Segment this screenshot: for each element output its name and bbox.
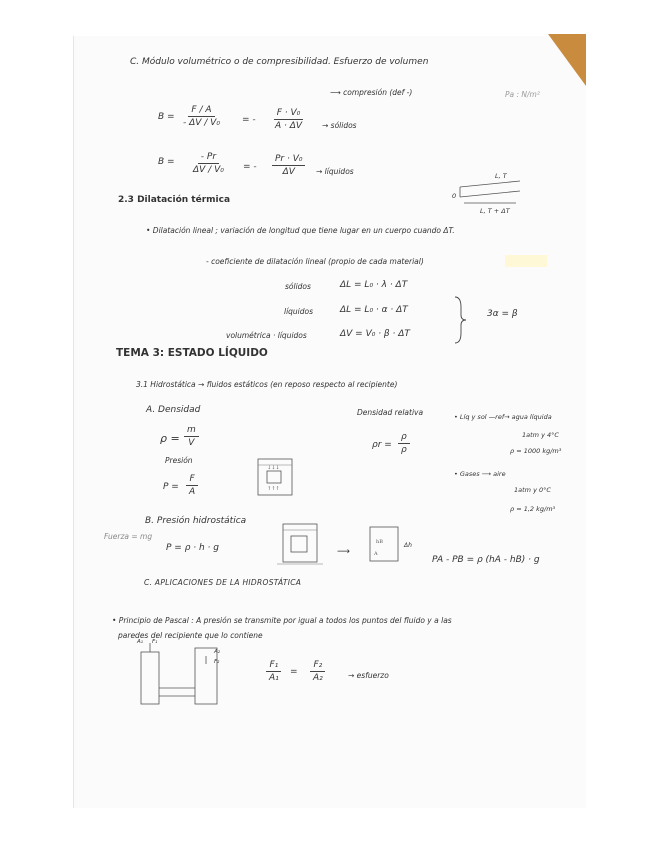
highlight-mark [505, 255, 547, 267]
compresion-note: ⟶ compresión (def -) [330, 88, 413, 97]
pascal-line-2: paredes del recipiente que lo contiene [118, 631, 263, 640]
hydraulic-press-sketch [135, 640, 225, 710]
b1-lhs: B = [158, 112, 175, 122]
pascal-line-1: • Principio de Pascal : A presión se transmite por igual a todos los puntos del fluido y a las [112, 616, 452, 625]
units-note: Pa : N/m² [505, 90, 540, 99]
liq-val: ρ = 1000 kg/m³ [510, 447, 562, 455]
delta-h-label: Δh [404, 542, 412, 549]
p-lhs: P = [163, 482, 179, 492]
row-liquidos-label: líquidos [284, 307, 314, 316]
b2-lhs: B = [158, 157, 175, 167]
liq-cond: 1atm y 4°C [522, 431, 559, 439]
gas-cond: 1atm y 0°C [514, 486, 551, 494]
b1-frac1: $\frac{F / A}{\text{- ΔV / V₀}}$ [183, 105, 220, 128]
pascal-equals: = [290, 667, 298, 677]
press-f2-label: F₂ [214, 659, 220, 665]
b2-eq: = - [243, 162, 257, 172]
b1-frac2: $\frac{\text{F · V₀}}{A \cdot \Delta V}$ [275, 108, 303, 131]
b2-frac1: $\frac{- Pr}{\text{ΔV / V₀}}$ [193, 152, 224, 175]
row-liquidos-eq: ΔL = L₀ · α · ΔT [340, 305, 408, 315]
aplicaciones-title: C. APLICACIONES DE LA HIDROSTÁTICA [144, 578, 302, 587]
rho-frac: $\frac{m}{V}$ [184, 425, 199, 448]
row-volumetrica-eq: ΔV = V₀ · β · ΔT [340, 329, 410, 339]
sketch-left-label: 0 [452, 192, 457, 200]
pressure-container-sketch [255, 455, 295, 497]
b2-tag: → líquidos [316, 167, 354, 176]
densidad-title: A. Densidad [146, 405, 201, 415]
pascal-frac-2: $\frac{\text{F₂}}{\text{A₂}}$ [310, 660, 326, 683]
svg-text:hB: hB [376, 539, 383, 545]
coeficiente-text: - coeficiente de dilatación lineal (propio de cada material) [206, 257, 424, 266]
densidad-relativa-label: Densidad relativa [357, 408, 424, 417]
svg-text:A: A [374, 551, 378, 557]
hidrostatica-heading: 3.1 Hidrostática → fluidos estáticos (en reposo respecto al recipiente) [136, 380, 398, 389]
presion-label: Presión [165, 456, 193, 465]
rho-lhs: ρ = [160, 432, 180, 445]
b1-eq: = - [242, 115, 256, 125]
rho-r-frac: $\frac{\rho}{\rho}$ [398, 432, 410, 455]
b2-frac2: $\frac{\text{Pr · V₀}}{\Delta V}$ [272, 154, 305, 177]
pascal-frac-1: $\frac{\text{F₁}}{\text{A₁}}$ [266, 660, 282, 683]
p-frac: $\frac{F}{A}$ [186, 474, 198, 497]
pressure-diff-eq: PA - PB = ρ (hA - hB) · g [432, 555, 540, 565]
gas-ref: • Gases ⟶ aire [454, 470, 506, 478]
presion-hidrostatica-title: B. Presión hidrostática [145, 516, 247, 526]
press-a2-label: A₂ [214, 649, 220, 655]
gas-val: ρ = 1,2 kg/m³ [510, 505, 556, 513]
svg-text:↑↑↑: ↑↑↑ [267, 486, 280, 492]
tema3-title: TEMA 3: ESTADO LÍQUIDO [116, 347, 268, 359]
arrow-right-icon: ⟶ [337, 547, 350, 557]
hidrostatic-tank-sketch [277, 520, 327, 568]
row-volumetrica-label: volumétrica · líquidos [226, 331, 307, 340]
section-23-title: 2.3 Dilatación térmica [118, 195, 231, 205]
liq-ref: • Líq y sol —ref→ agua líquida [454, 413, 552, 421]
dilatacion-lineal-text: • Dilatación lineal ; variación de longitud que tiene lugar en un cuerpo cuando ΔT. [146, 226, 455, 235]
pascal-tag: → esfuerzo [348, 671, 389, 680]
row-solidos-label: sólidos [285, 282, 311, 291]
p-hidro-eq: P = ρ · h · g [166, 543, 219, 553]
fuerza-note: Fuerza = mg [104, 532, 153, 541]
b1-tag: → sólidos [322, 121, 357, 130]
svg-text:↓↓↓: ↓↓↓ [267, 465, 280, 471]
sketch-bottom-label: L, T + ΔT [480, 207, 510, 215]
sketch-top-label: L, T [495, 172, 507, 180]
press-a1-label: A₁ [137, 639, 143, 645]
brace [452, 295, 468, 345]
alpha-beta-relation: 3α = β [487, 309, 518, 319]
row-solidos-eq: ΔL = L₀ · λ · ΔT [340, 280, 408, 290]
press-f1-label: F₁ [152, 639, 158, 645]
rho-r-lhs: ρr = [372, 440, 392, 450]
ab-container-sketch [366, 525, 406, 565]
section-c-title: C. Módulo volumétrico o de compresibilidad. Esfuerzo de volumen [130, 57, 429, 67]
